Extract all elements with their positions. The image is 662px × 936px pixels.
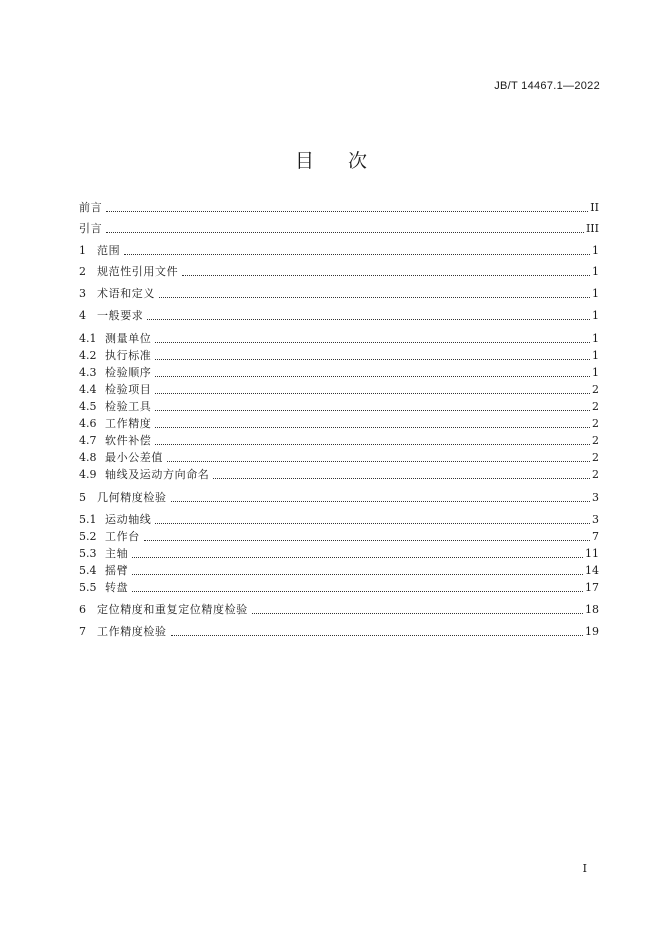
toc-leader: [144, 540, 590, 541]
toc-entry-label: 执行标准: [105, 349, 152, 362]
toc-page-number: 11: [585, 547, 599, 560]
toc-leader: [171, 635, 583, 636]
toc-page-number: 1: [592, 349, 599, 362]
toc-entry-number: 2: [79, 265, 86, 278]
toc-entry-2[interactable]: [79, 263, 599, 279]
toc-entry-number: 4.3: [79, 366, 97, 379]
toc-leader: [155, 444, 590, 445]
toc-page-number: 2: [592, 400, 599, 413]
toc-entry-label: 术语和定义: [97, 287, 155, 300]
toc-entry-5-3[interactable]: [79, 545, 599, 561]
toc-leader: [155, 359, 590, 360]
toc-entry-4-9[interactable]: [79, 466, 599, 482]
toc-entry-label: 主轴: [105, 547, 129, 560]
toc-page-number: 1: [592, 309, 599, 322]
toc-entry-label: 工作精度: [105, 417, 152, 430]
toc-entry-label: 范围: [97, 244, 121, 257]
toc-entry-number: 4.8: [79, 451, 97, 464]
toc-entry-1[interactable]: [79, 242, 599, 258]
toc-leader: [155, 427, 590, 428]
toc-entry-number: 5.5: [79, 581, 97, 594]
toc-leader: [124, 254, 590, 255]
toc-leader: [167, 461, 590, 462]
toc-page-number: 17: [585, 581, 599, 594]
toc-entry-label: 几何精度检验: [97, 491, 167, 504]
toc-entry-4-3[interactable]: [79, 364, 599, 380]
toc-entry-label: 转盘: [105, 581, 129, 594]
toc-entry-label: 检验顺序: [105, 366, 152, 379]
toc-entry-number: 4.9: [79, 468, 97, 481]
toc-leader: [106, 232, 584, 233]
toc-page-number: 1: [592, 265, 599, 278]
toc-entry-5-4[interactable]: [79, 562, 599, 578]
toc-entry-number: 4.4: [79, 383, 97, 396]
toc-leader: [171, 501, 590, 502]
toc-entry-label: 最小公差值: [105, 451, 163, 464]
toc-leader: [132, 574, 583, 575]
toc-leader: [132, 591, 583, 592]
toc-entry-label: 引言: [79, 222, 103, 235]
toc-entry-number: 6: [79, 603, 86, 616]
toc-entry-number: 4.7: [79, 434, 97, 447]
toc-entry-4-8[interactable]: [79, 449, 599, 465]
toc-page-number: 14: [585, 564, 599, 577]
toc-entry-5-5[interactable]: [79, 579, 599, 595]
toc-entry-number: 4: [79, 309, 86, 322]
toc-entry-label: 摇臂: [105, 564, 129, 577]
toc-entry-6[interactable]: [79, 601, 599, 617]
toc-entry-number: 5: [79, 491, 86, 504]
standard-code: JB/T 14467.1—2022: [494, 80, 600, 92]
toc-leader: [155, 393, 590, 394]
toc-entry-label: 一般要求: [97, 309, 144, 322]
toc-entry-5-2[interactable]: [79, 528, 599, 544]
toc-page-number: 1: [592, 244, 599, 257]
toc-page-number: 3: [592, 513, 599, 526]
toc-entry-label: 工作精度检验: [97, 625, 167, 638]
page-title: 目次: [294, 150, 401, 172]
toc-entry-number: 4.6: [79, 417, 97, 430]
toc-entry-number: 4.1: [79, 332, 97, 345]
toc-entry-number: 4.5: [79, 400, 97, 413]
toc-entry-number: 4.2: [79, 349, 97, 362]
toc-entry-introduction[interactable]: [79, 220, 599, 236]
toc-entry-label: 检验项目: [105, 383, 152, 396]
toc-page-number: 2: [592, 451, 599, 464]
toc-entry-label: 轴线及运动方向命名: [105, 468, 210, 481]
toc-entry-label: 工作台: [105, 530, 140, 543]
toc-entry-number: 5.1: [79, 513, 97, 526]
toc-page-number: III: [585, 222, 599, 235]
toc-entry-4-4[interactable]: [79, 381, 599, 397]
toc-entry-5[interactable]: [79, 489, 599, 505]
toc-leader: [155, 342, 590, 343]
toc-entry-4-2[interactable]: [79, 347, 599, 363]
toc-page-number: 1: [592, 366, 599, 379]
toc-leader: [182, 275, 590, 276]
toc-leader: [155, 523, 590, 524]
toc-page-number: 3: [592, 491, 599, 504]
toc-leader: [147, 319, 590, 320]
toc-leader: [155, 376, 590, 377]
toc-page-number: 2: [592, 434, 599, 447]
toc-leader: [106, 211, 588, 212]
toc-entry-label: 检验工具: [105, 400, 152, 413]
toc-entry-label: 软件补偿: [105, 434, 152, 447]
toc-entry-4-6[interactable]: [79, 415, 599, 431]
toc-entry-7[interactable]: [79, 623, 599, 639]
toc-entry-number: 1: [79, 244, 86, 257]
toc-entry-number: 3: [79, 287, 86, 300]
toc-leader: [213, 478, 590, 479]
toc-page-number: 18: [585, 603, 599, 616]
toc-page-number: 1: [592, 332, 599, 345]
toc-entry-4[interactable]: [79, 307, 599, 323]
toc-entry-label: 定位精度和重复定位精度检验: [97, 603, 248, 616]
toc-leader: [132, 557, 583, 558]
toc-entry-5-1[interactable]: [79, 511, 599, 527]
toc-entry-label: 规范性引用文件: [97, 265, 179, 278]
toc-page-number: 7: [592, 530, 599, 543]
toc-page-number: 2: [592, 468, 599, 481]
toc-leader: [252, 613, 583, 614]
toc-page-number: 1: [592, 287, 599, 300]
toc-entry-number: 7: [79, 625, 86, 638]
toc-entry-number: 5.2: [79, 530, 97, 543]
toc-entry-label: 运动轴线: [105, 513, 152, 526]
toc-entry-4-7[interactable]: [79, 432, 599, 448]
toc-page-number: 19: [585, 625, 599, 638]
footer-page-number: I: [582, 862, 587, 875]
toc-leader: [155, 410, 590, 411]
toc-page-number: II: [590, 201, 599, 214]
toc-leader: [159, 297, 590, 298]
toc-entry-foreword[interactable]: [79, 199, 599, 215]
toc-entry-4-5[interactable]: [79, 398, 599, 414]
toc-entry-3[interactable]: [79, 285, 599, 301]
toc-entry-label: 测量单位: [105, 332, 152, 345]
toc-entry-4-1[interactable]: [79, 330, 599, 346]
toc-page-number: 2: [592, 383, 599, 396]
toc-page-number: 2: [592, 417, 599, 430]
toc-entry-number: 5.3: [79, 547, 97, 560]
toc-entry-label: 前言: [79, 201, 103, 214]
toc-entry-number: 5.4: [79, 564, 97, 577]
